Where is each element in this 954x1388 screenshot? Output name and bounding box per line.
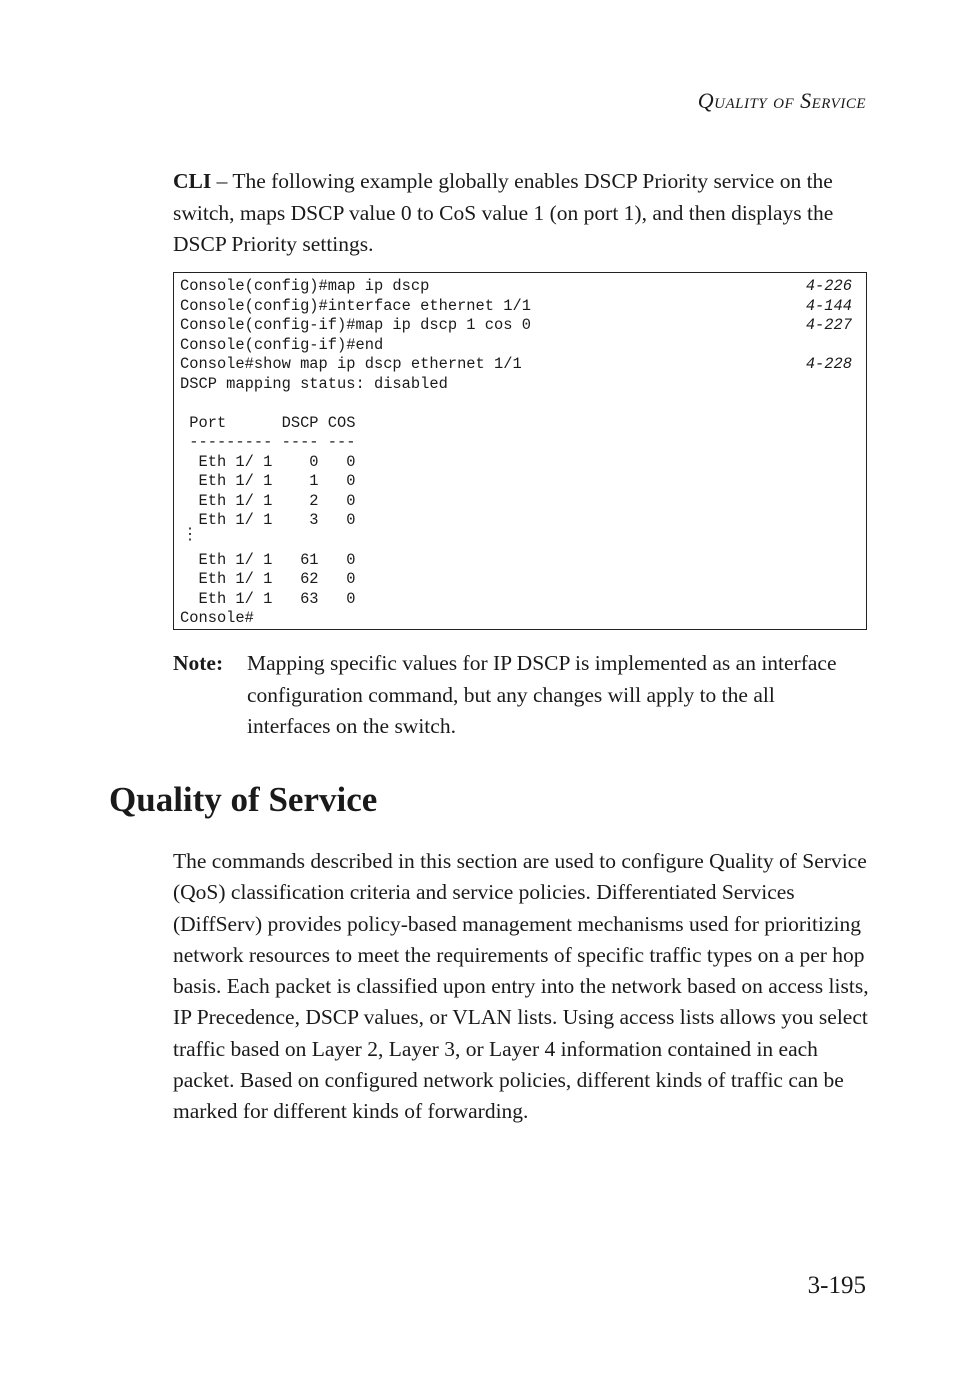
page-reference: 4-227	[805, 316, 852, 334]
code-line	[180, 414, 860, 434]
code-line	[180, 492, 860, 512]
code-text: Eth 1/ 1 61 0	[180, 550, 356, 569]
code-line	[180, 394, 860, 414]
code-text: Eth 1/ 1 63 0	[180, 589, 356, 608]
page-reference: 4-228	[805, 355, 852, 373]
note-text: Mapping specific values for IP DSCP is implemented as an interface configuration command, but any changes will apply to the all interfaces on the switch.	[247, 651, 837, 738]
code-line	[180, 570, 860, 590]
code-line	[180, 297, 860, 317]
code-line	[180, 609, 860, 629]
code-text: Eth 1/ 1 2 0	[180, 491, 356, 510]
code-text: Console#	[180, 609, 254, 627]
code-text: Console(config-if)#end	[180, 335, 384, 354]
code-line	[180, 472, 860, 492]
cli-label: CLI	[173, 169, 212, 193]
code-text: Console(config-if)#map ip dscp 1 cos 0	[180, 316, 531, 334]
code-line	[180, 511, 860, 531]
code-line	[180, 525, 860, 551]
cli-code-block	[173, 272, 867, 630]
code-line	[180, 433, 860, 453]
note-block	[173, 648, 863, 743]
code-line	[180, 453, 860, 473]
code-text: Eth 1/ 1 3 0	[180, 511, 356, 529]
code-line	[180, 336, 860, 356]
page-number: 3-195	[807, 1272, 866, 1299]
code-text: Eth 1/ 1 62 0	[180, 570, 356, 588]
code-text: ⋮	[182, 525, 198, 543]
code-text: Port DSCP COS	[180, 413, 356, 432]
code-line	[180, 551, 860, 571]
note-label: Note:	[173, 651, 224, 675]
page-reference: 4-144	[805, 296, 852, 315]
code-text: --------- ---- ---	[180, 433, 356, 451]
code-line	[180, 277, 860, 297]
page-reference: 4-226	[805, 277, 852, 295]
cli-intro-text: – The following example globally enables DSCP Priority service on the switch, maps DSCP value 0 to CoS value 1 (on port 1), and then displays the DSCP Priority settings.	[173, 169, 834, 256]
code-line	[180, 316, 860, 336]
code-line	[180, 375, 860, 395]
section-body-paragraph: The commands described in this section are used to configure Quality of Service (QoS) classification criteria and service policies. Differentiated Services (DiffServ) provides policy-based management mechanisms used for prioritizing network resources to meet the requirements of specific traffic types on a per hop basis. Each packet is classified upon entry into the network based on access lists, IP Precedence, DSCP values, or VLAN lists. Using access lists allows you select traffic based on Layer 2, Layer 3, or Layer 4 information contained in each packet. Based on configured network policies, different kinds of traffic can be marked for different kinds of forwarding.	[173, 849, 869, 1124]
code-text: Console(config)#interface ethernet 1/1	[180, 296, 531, 315]
code-line	[180, 590, 860, 610]
code-text: DSCP mapping status: disabled	[180, 374, 448, 393]
code-text: Eth 1/ 1 0 0	[180, 452, 356, 471]
code-text: Eth 1/ 1 1 0	[180, 472, 356, 490]
code-line	[180, 355, 860, 375]
code-text: Console#show map ip dscp ethernet 1/1	[180, 355, 522, 373]
section-title: Quality of Service	[109, 780, 378, 819]
cli-intro-paragraph	[173, 166, 873, 261]
running-header: Quality of Service	[697, 88, 866, 113]
code-text: Console(config)#map ip dscp	[180, 277, 430, 295]
